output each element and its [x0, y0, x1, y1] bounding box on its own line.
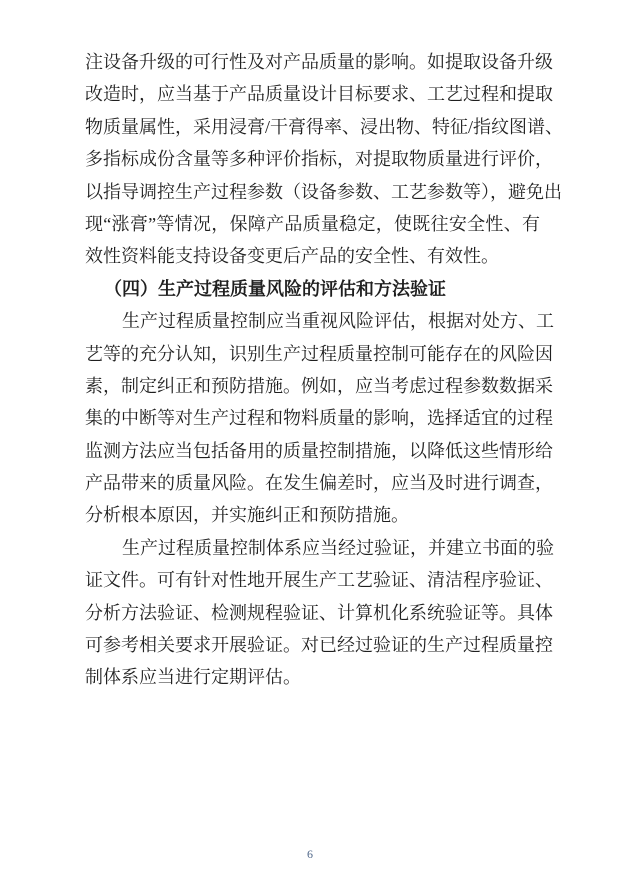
text-line: 改造时，应当基于产品质量设计目标要求、工艺过程和提取	[85, 84, 553, 105]
text-line: 监测方法应当包括备用的质量控制措施，以降低这些情形给	[85, 440, 553, 461]
section-heading: （四）生产过程质量风险的评估和方法验证	[104, 278, 446, 299]
page-number: 6	[307, 847, 313, 861]
text-line: 艺等的充分认知，识别生产过程质量控制可能存在的风险因	[85, 343, 553, 364]
text-line: 注设备升级的可行性及对产品质量的影响。如提取设备升级	[85, 52, 553, 72]
page-footer	[0, 845, 620, 863]
text-line: 现“涨膏”等情况，保障产品质量稳定，使既往安全性、有	[85, 213, 540, 234]
document-text-block	[85, 46, 563, 694]
text-line: 多指标成份含量等多种评价指标，对提取物质量进行评价，	[85, 149, 553, 170]
text-line: 分析方法验证、检测规程验证、计算机化系统验证等。具体	[85, 602, 553, 623]
text-line: 可参考相关要求开展验证。对已经过验证的生产过程质量控	[85, 635, 553, 656]
text-line: 以指导调控生产过程参数（设备参数、工艺参数等），避免出	[85, 181, 562, 202]
text-line: 证文件。可有针对性地开展生产工艺验证、清洁程序验证、	[85, 570, 553, 591]
text-line: 素，制定纠正和预防措施。例如，应当考虑过程参数数据采	[85, 375, 553, 396]
text-line: 产品带来的质量风险。在发生偏差时，应当及时进行调查，	[85, 473, 553, 494]
text-line: 制体系应当进行定期评估。	[85, 667, 301, 688]
text-line: 生产过程质量控制体系应当经过验证，并建立书面的验	[122, 537, 554, 558]
text-line: 集的中断等对生产过程和物料质量的影响，选择适宜的过程	[85, 408, 553, 429]
text-line: 效性资料能支持设备变更后产品的安全性、有效性。	[85, 246, 499, 267]
text-line: 生产过程质量控制应当重视风险评估，根据对处方、工	[122, 311, 554, 332]
text-line: 分析根本原因，并实施纠正和预防措施。	[85, 505, 409, 526]
text-line: 物质量属性，采用浸膏/干膏得率、浸出物、特征/指纹图谱、	[85, 116, 563, 137]
